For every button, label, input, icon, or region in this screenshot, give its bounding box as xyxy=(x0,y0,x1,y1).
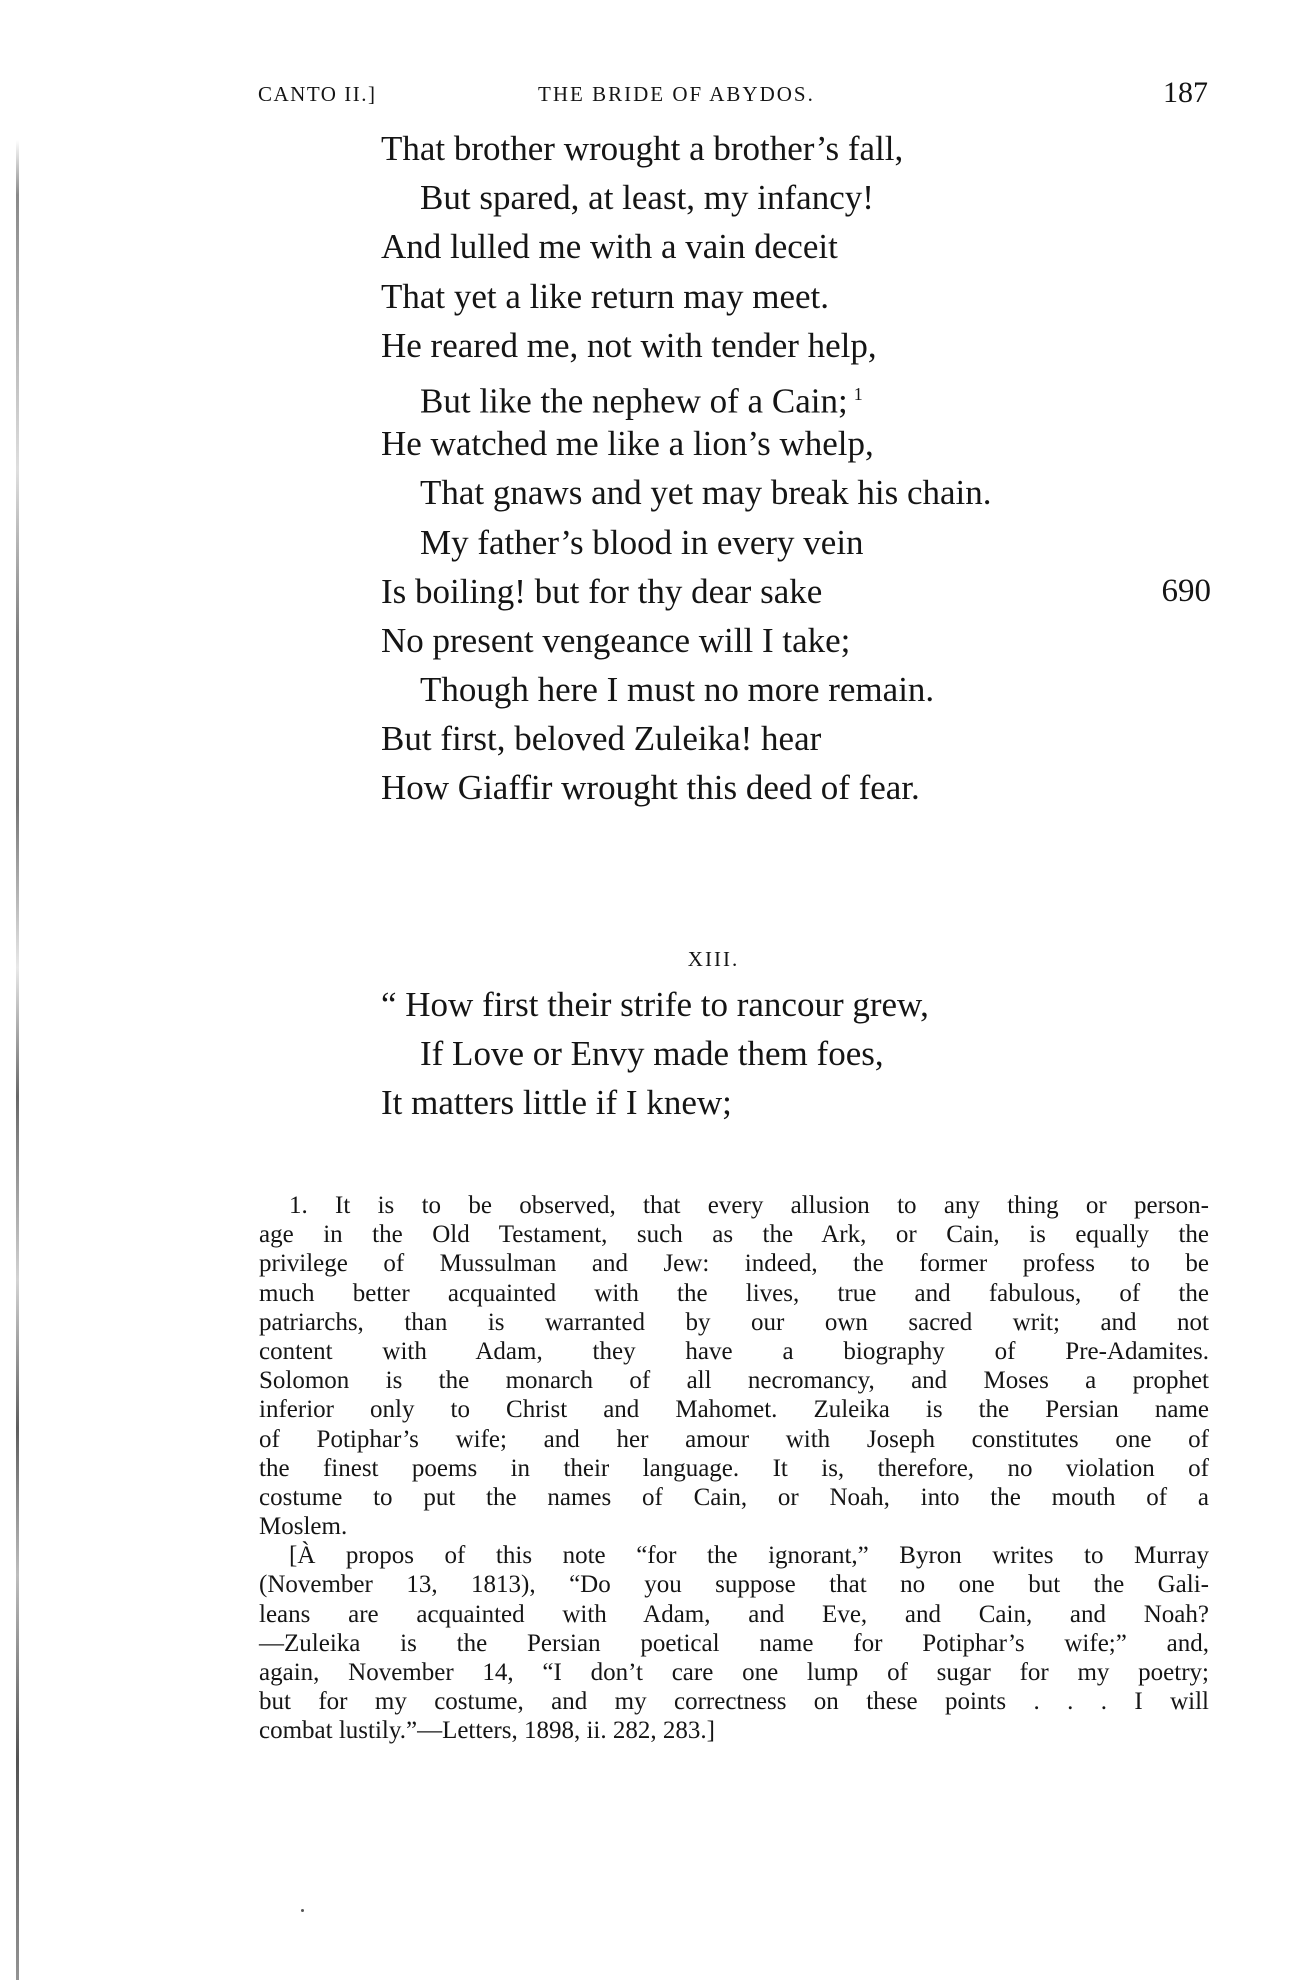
line-text: costume to put the names of Cain, or Noah, into the mouth of a xyxy=(259,1483,1209,1511)
verse-line xyxy=(381,763,1211,812)
footnote-line xyxy=(259,1308,1209,1337)
scan-speck xyxy=(301,1909,304,1912)
footnote-line xyxy=(259,1425,1209,1454)
line-text: again, November 14, “I don’t care one lump of sugar for my poetry; xyxy=(259,1659,1209,1686)
line-text: age in the Old Testament, such as the Ark, or Cain, is equally the xyxy=(259,1221,1209,1249)
line-text: privilege of Mussulman and Jew: indeed, the former profess to be xyxy=(259,1250,1209,1278)
page-number: 187 xyxy=(1163,76,1208,109)
stanza-xii-conclusion xyxy=(381,124,1211,813)
stanza-xiii-opening xyxy=(381,980,1211,1128)
line-text: And lulled me with a vain deceit xyxy=(381,227,838,267)
verse-line xyxy=(381,370,1211,419)
line-text: but for my costume, and my correctness on these points . . . I will xyxy=(259,1688,1209,1716)
verse-line xyxy=(381,567,1211,616)
running-header xyxy=(258,76,1208,122)
line-text: That gnaws and yet may break his chain. xyxy=(420,473,992,513)
line-text: No present vengeance will I take; xyxy=(381,620,851,660)
footnote-line xyxy=(259,1600,1209,1629)
line-text: inferior only to Christ and Mahomet. Zuleika is the Persian name xyxy=(259,1396,1209,1424)
footnote-line xyxy=(259,1249,1209,1278)
footnote-line xyxy=(259,1512,1209,1541)
line-text: It matters little if I knew; xyxy=(381,1083,732,1123)
line-text: Though here I must no more remain. xyxy=(420,670,935,710)
footnote-line xyxy=(259,1337,1209,1366)
line-text: He watched me like a lion’s whelp, xyxy=(381,424,874,464)
line-text: (November 13, 1813), “Do you suppose that no one but the Gali- xyxy=(259,1571,1209,1599)
footnote-line xyxy=(259,1687,1209,1716)
line-text: That brother wrought a brother’s fall, xyxy=(381,129,904,168)
line-text: How Giaffir wrought this deed of fear. xyxy=(381,768,920,808)
footnote-line xyxy=(259,1191,1209,1220)
verse-line xyxy=(381,1029,1211,1078)
section-heading: XIII. xyxy=(687,947,740,971)
scan-edge-shadow xyxy=(16,140,19,1980)
line-text: combat lustily.”—Letters, 1898, ii. 282, 283.] xyxy=(259,1717,715,1745)
footnote-line xyxy=(259,1658,1209,1687)
line-text: leans are acquainted with Adam, and Eve, and Cain, and Noah? xyxy=(259,1600,1209,1628)
footnote-line xyxy=(259,1483,1209,1512)
line-text: much better acquainted with the lives, true and fabulous, of the xyxy=(259,1279,1209,1307)
footnote-line xyxy=(259,1279,1209,1308)
line-number: 690 xyxy=(1161,572,1211,609)
verse-line xyxy=(381,321,1211,370)
line-text: Solomon is the monarch of all necromancy, and Moses a prophet xyxy=(259,1367,1209,1395)
line-text: —Zuleika is the Persian poetical name for Potiphar’s wife;” and, xyxy=(259,1629,1209,1657)
verse-line xyxy=(381,1078,1211,1127)
line-text: of Potiphar’s wife; and her amour with Joseph constitutes one of xyxy=(259,1425,1209,1453)
footnote-line xyxy=(259,1570,1209,1599)
verse-line xyxy=(381,665,1211,714)
verse-line xyxy=(381,980,1211,1029)
verse-line xyxy=(381,272,1211,321)
line-text: If Love or Envy made them foes, xyxy=(420,1034,884,1074)
footnote-line xyxy=(259,1541,1209,1570)
footnote-line xyxy=(259,1220,1209,1249)
footnotes xyxy=(259,1191,1209,1746)
footnote-line xyxy=(259,1629,1209,1658)
verse-line xyxy=(381,714,1211,763)
verse-line xyxy=(381,173,1211,222)
line-text: But first, beloved Zuleika! hear xyxy=(381,719,822,759)
footnote-line xyxy=(259,1366,1209,1395)
footnote-line xyxy=(259,1395,1209,1424)
verse-line xyxy=(381,419,1211,468)
line-text: Moslem. xyxy=(259,1513,348,1541)
verse-line xyxy=(381,222,1211,271)
line-text: Is boiling! but for thy dear sake xyxy=(381,571,823,611)
line-text: the finest poems in their language. It is, therefore, no violation of xyxy=(259,1454,1209,1482)
running-title: THE BRIDE OF ABYDOS. xyxy=(538,82,815,106)
footnote-line xyxy=(259,1716,1209,1745)
line-text: “ How first their strife to rancour grew, xyxy=(381,985,929,1024)
canto-label: CANTO II.] xyxy=(258,82,377,106)
footnote-marker: 1 xyxy=(853,383,863,404)
line-text: [À propos of this note “for the ignorant,” Byron writes to Murray xyxy=(289,1542,1209,1570)
line-text: But spared, at least, my infancy! xyxy=(420,178,874,218)
line-text: patriarchs, than is warranted by our own sacred writ; and not xyxy=(259,1308,1209,1336)
line-text: That yet a like return may meet. xyxy=(381,276,830,316)
line-text: content with Adam, they have a biography of Pre-Adamites. xyxy=(259,1337,1209,1365)
line-text: But like the nephew of a Cain; xyxy=(420,381,848,421)
verse-line xyxy=(381,616,1211,665)
verse-line xyxy=(381,468,1211,517)
footnote-line xyxy=(259,1454,1209,1483)
line-text: He reared me, not with tender help, xyxy=(381,325,877,365)
verse-line xyxy=(381,518,1211,567)
line-text: My father’s blood in every vein xyxy=(420,522,864,562)
line-text: 1. It is to be observed, that every allusion to any thing or person- xyxy=(289,1192,1209,1219)
verse-line xyxy=(381,124,1211,173)
